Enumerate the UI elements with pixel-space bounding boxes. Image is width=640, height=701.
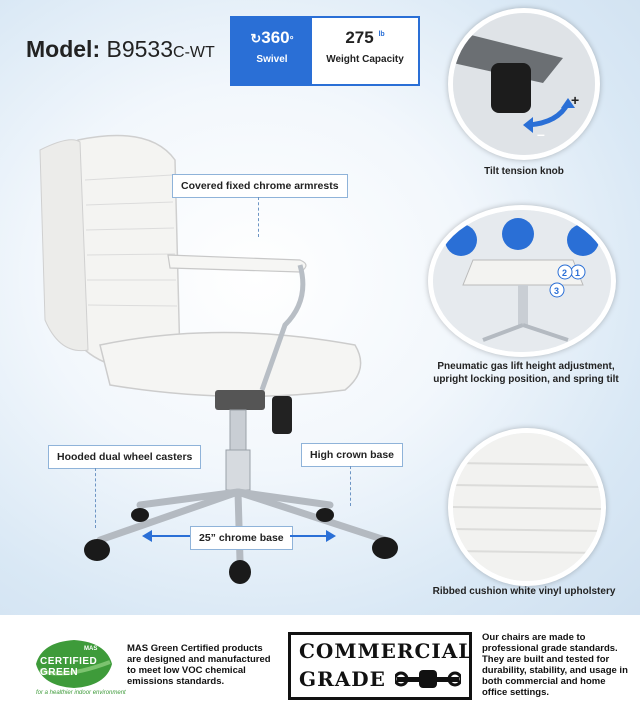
arrow-left-icon [142,530,152,542]
svg-text:2: 2 [562,268,568,278]
tilt-knob-illustration [453,13,595,155]
commercial-grade-logo [288,632,472,700]
svg-text:1: 1 [575,268,581,278]
marker-3 [550,283,564,297]
callout-casters-line [95,468,96,528]
fist-wrench-icon [395,667,461,691]
swivel-panel [232,18,312,84]
capacity-panel [312,18,418,84]
capacity-label: Weight Capacity [326,54,404,65]
tilt-plus-sign: + [571,92,580,108]
marker-2 [558,265,572,279]
swivel-label: Swivel [256,54,288,65]
commercial-line1: COMMERCIAL [299,639,474,663]
cushion-detail [448,428,606,586]
callout-armrests-line [258,197,259,237]
model-title: Model: B9533C-WT [26,36,215,62]
mas-badge: MAS [84,646,98,652]
caption-tilt: Tilt tension knob [484,166,564,177]
callout-armrests: Covered fixed chrome armrests [172,174,348,198]
tilt-minus-sign: – [537,126,545,142]
svg-text:3: 3 [554,286,560,296]
spec-box [230,16,420,86]
swivel-value: ↻360° [250,28,294,47]
certified-green-text: CERTIFIED GREEN [40,656,98,678]
callout-casters: Hooded dual wheel casters [48,445,201,469]
marker-1 [571,265,585,279]
chairs-description: Our chairs are made to professional grade standards. They are built and tested for durability, stability, and usage in both commercial and home office settings. [482,632,628,698]
callout-base: High crown base [301,443,403,467]
caption-cushion: Ribbed cushion white vinyl upholstery [432,586,616,597]
cushion-illustration [453,433,601,581]
caption-pneumatic: Pneumatic gas lift height adjustment, upright locking position, and spring tilt [433,361,619,385]
pneumatic-illustration [433,210,611,352]
capacity-value: 275 lb [345,28,385,47]
green-tagline: for a healthier indoor environment [36,690,126,696]
chrome-base-arrow-right [290,535,326,537]
callout-chrome-base: 25” chrome base [190,526,293,550]
weight-icon: lb [378,31,385,39]
green-description: MAS Green Certified products are designed and manufactured to meet low VOC chemical emissions standards. [127,643,271,687]
tilt-knob-detail [448,8,600,160]
callout-base-line [350,466,351,506]
arrow-right-icon [326,530,336,542]
swivel-icon: ↻ [250,31,262,46]
chrome-base-arrow-left [150,535,190,537]
pneumatic-detail [428,205,616,357]
commercial-line2: GRADE [299,667,386,691]
